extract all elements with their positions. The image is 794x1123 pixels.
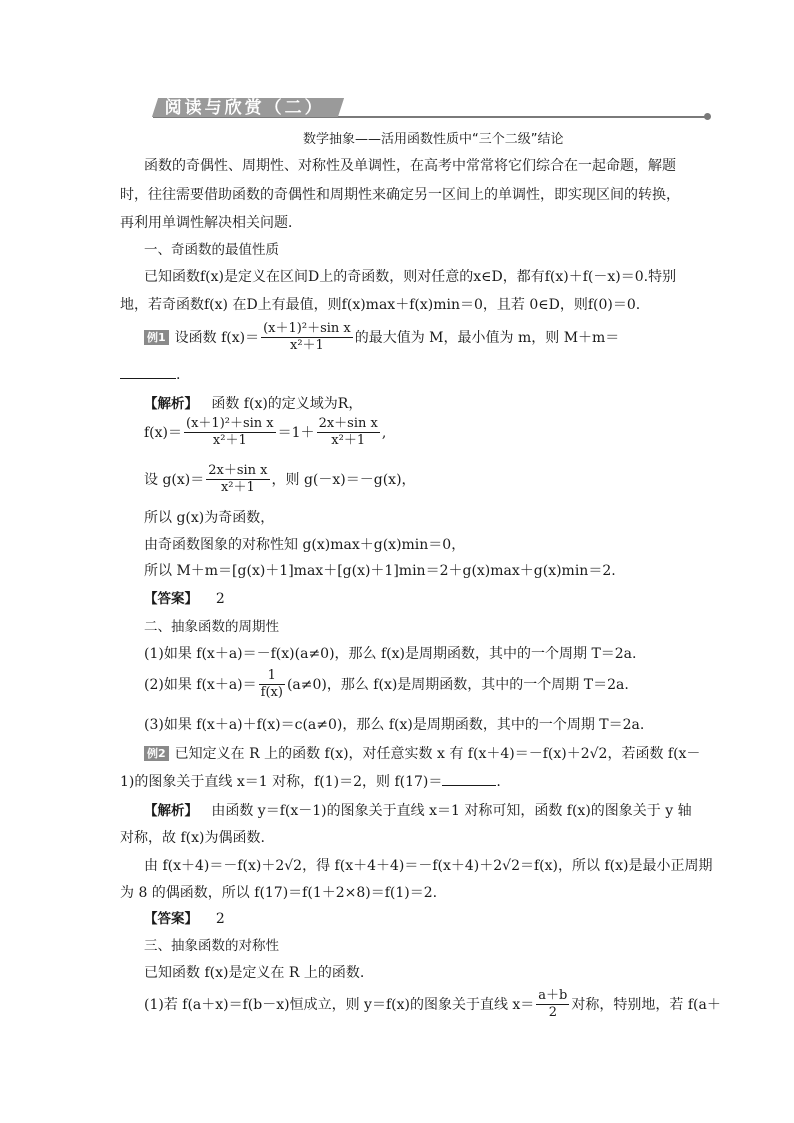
solution-tag: 【解析】 <box>144 396 198 412</box>
answer-blank <box>442 784 496 786</box>
fraction-1 <box>184 416 276 449</box>
answer-value: 2 <box>215 591 225 607</box>
property-2-numerator: 1 <box>267 668 276 683</box>
s1-solution-line-5: 由奇函数图象的对称性知 g(x)max＋g(x)min＝0， <box>144 537 466 553</box>
s1-solution-line-4: 所以 g(x)为奇函数， <box>144 510 275 526</box>
fraction-1-denominator: x²＋1 <box>184 432 276 449</box>
s2-property-1: (1)如果 f(x＋a)＝－f(x)(a≠0)，那么 f(x)是周期函数，其中的一个周期 T＝2a. <box>144 646 637 662</box>
axis-fraction <box>536 988 569 1021</box>
answer-tag: 【答案】 <box>144 591 198 607</box>
answer-tag: 【答案】 <box>144 911 198 927</box>
s2-solution-line-3: 由 f(x＋4)＝－f(x)＋2√2，得 f(x＋4＋4)＝－f(x＋4)＋2√2＝f(x)，所以 f(x)是最小正周期 <box>144 858 713 874</box>
solution-text: 由函数 y＝f(x－1)的图象关于直线 x＝1 对称可知，函数 f(x)的图象关于 y 轴 <box>211 803 692 819</box>
s1-solution-line-3 <box>144 463 416 496</box>
g-fraction-numerator: 2x＋sin x <box>208 463 268 478</box>
g-definition-lead: 设 g(x)＝ <box>144 472 205 488</box>
s2-solution-line-1 <box>144 802 692 820</box>
article-subtitle: 数学抽象——活用函数性质中“三个二级”结论 <box>303 132 564 147</box>
banner-end-dot <box>704 113 711 120</box>
g-fraction <box>206 463 269 496</box>
intro-line-3: 再利用单调性解决相关问题． <box>120 215 302 231</box>
example-1-tail: 的最大值为 M，最小值为 m，则 M＋m＝ <box>354 330 620 346</box>
property-2-tail: (a≠0)，那么 f(x)是周期函数，其中的一个周期 T＝2a. <box>286 677 629 693</box>
axis-fraction-denominator: 2 <box>536 1004 569 1021</box>
axis-fraction-numerator: a＋b <box>538 988 568 1003</box>
intro-line-2: 时，往往需要借助函数的奇偶性和周期性来确定另一区间上的单调性，即实现区间的转换， <box>120 187 680 203</box>
answer-value: 2 <box>215 911 225 927</box>
property-tail: 对称，特别地，若 f(a＋ <box>571 997 721 1013</box>
equation-mid: ＝1＋ <box>277 425 315 441</box>
s2-property-3: (3)如果 f(x＋a)＋f(x)＝c(a≠0)，那么 f(x)是周期函数，其中的一个周期 T＝2a. <box>144 717 645 733</box>
example-1-denominator: x²＋1 <box>261 337 353 354</box>
example-1-lead: 设函数 f(x)＝ <box>174 330 260 346</box>
s2-answer <box>144 910 225 928</box>
s1-solution-line-1 <box>144 395 362 413</box>
s1-text-line-2: 地，若奇函数f(x) 在D上有最值，则f(x)max＋f(x)min＝0，且若 0∈D，则f(0)＝0. <box>120 297 641 313</box>
equation-tail: , <box>381 425 387 441</box>
property-lead: (1)若 f(a＋x)＝f(b－x)恒成立，则 y＝f(x)的图象关于直线 x＝ <box>144 997 535 1013</box>
solution-text: 函数 f(x)的定义域为R， <box>211 396 363 412</box>
example-2-end: . <box>496 774 501 790</box>
banner-tab <box>152 98 344 117</box>
section-banner <box>153 98 708 120</box>
s1-answer <box>144 590 225 608</box>
example-1-numerator: (x＋1)²＋sin x <box>263 321 351 336</box>
example-2-line-1 <box>144 745 700 763</box>
s2-property-2 <box>144 668 629 701</box>
example-1 <box>144 321 619 354</box>
section-3-heading: 三、抽象函数的对称性 <box>144 938 279 954</box>
s1-solution-line-6: 所以 M＋m＝[g(x)＋1]max＋[g(x)＋1]min＝2＋g(x)max＋g(x)min＝2. <box>144 563 616 579</box>
example-1-end: . <box>176 367 181 383</box>
s3-text: 已知函数 f(x)是定义在 R 上的函数. <box>144 965 365 981</box>
fraction-2-numerator: 2x＋sin x <box>318 416 378 431</box>
equation-lead: f(x)＝ <box>144 425 183 441</box>
s1-text-line-1: 已知函数f(x)是定义在区间D上的奇函数，则对任意的x∈D，都有f(x)＋f(－x)＝0.特别 <box>144 269 677 285</box>
example-1-fraction <box>261 321 353 354</box>
g-definition-tail: ，则 g(－x)＝－g(x)， <box>271 472 416 488</box>
example-2-text-cont: 1)的图象关于直线 x＝1 对称，f(1)＝2，则 f(17)＝ <box>120 774 443 790</box>
intro-line-1: 函数的奇偶性、周期性、对称性及单调性，在高考中常常将它们综合在一起命题，解题 <box>144 158 676 174</box>
fraction-1-numerator: (x＋1)²＋sin x <box>186 416 274 431</box>
property-2-denominator: f(x) <box>260 685 283 700</box>
fraction-2 <box>317 416 380 449</box>
s2-solution-line-4: 为 8 的偶函数，所以 f(17)＝f(1＋2×8)＝f(1)＝2. <box>120 885 438 901</box>
banner-title: 阅读与欣赏（二） <box>164 98 325 118</box>
answer-blank <box>120 377 176 379</box>
section-2-heading: 二、抽象函数的周期性 <box>144 619 279 635</box>
s3-property-1 <box>144 988 721 1021</box>
section-1-heading: 一、奇函数的最值性质 <box>144 242 279 258</box>
s2-solution-line-2: 对称，故 f(x)为偶函数. <box>120 830 265 846</box>
property-2-lead: (2)如果 f(x＋a)＝ <box>144 677 257 693</box>
g-fraction-denominator: x²＋1 <box>206 479 269 496</box>
solution-tag: 【解析】 <box>144 803 198 819</box>
example-1-answer-line <box>120 366 180 384</box>
example-2-badge: 例2 <box>144 746 169 761</box>
example-2-line-2 <box>120 773 501 791</box>
s1-solution-line-2 <box>144 416 386 449</box>
fraction-2-denominator: x²＋1 <box>317 432 380 449</box>
example-1-badge: 例1 <box>144 330 169 345</box>
property-2-fraction <box>259 668 285 701</box>
example-2-text: 已知定义在 R 上的函数 f(x)，对任意实数 x 有 f(x＋4)＝－f(x)＋2√2，若函数 f(x－ <box>174 746 701 762</box>
